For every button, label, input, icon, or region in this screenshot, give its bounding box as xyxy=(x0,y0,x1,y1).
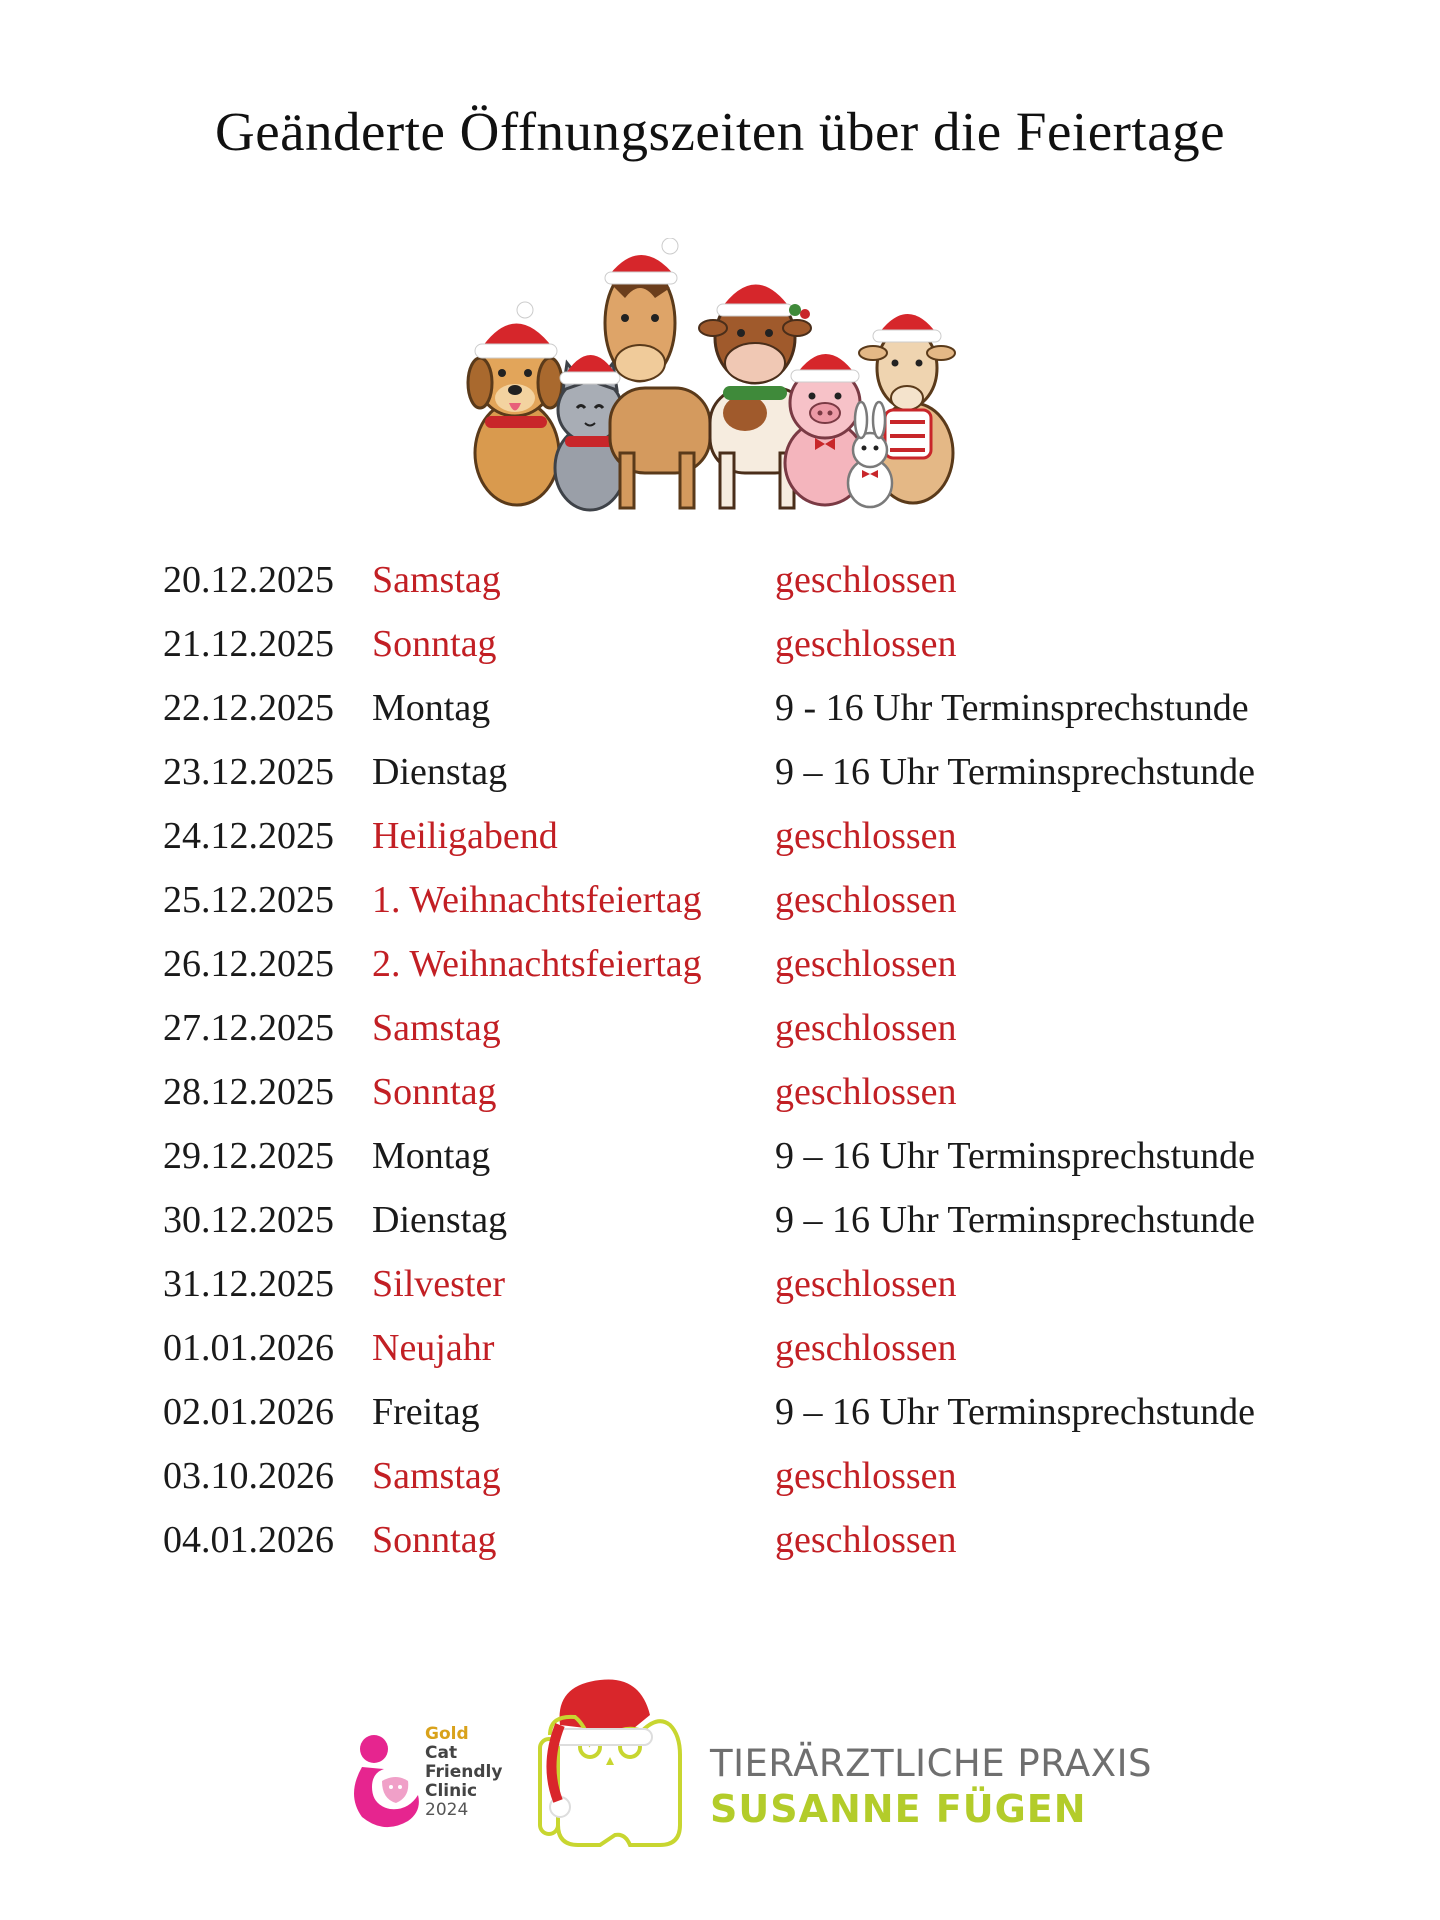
schedule-day: Dienstag xyxy=(372,751,508,793)
badge-line-friendly: Friendly xyxy=(425,1762,503,1782)
schedule-day: Samstag xyxy=(372,1007,501,1049)
schedule-day: Heiligabend xyxy=(372,815,558,857)
schedule-date: 21.12.2025 xyxy=(163,623,334,665)
schedule-status: geschlossen xyxy=(775,1263,957,1305)
schedule-row xyxy=(163,932,1313,996)
schedule-status: geschlossen xyxy=(775,1071,957,1113)
schedule-row xyxy=(163,676,1313,740)
schedule-day: Montag xyxy=(372,687,491,729)
schedule-date: 22.12.2025 xyxy=(163,687,334,729)
schedule-status: geschlossen xyxy=(775,943,957,985)
schedule-row xyxy=(163,868,1313,932)
schedule-status: geschlossen xyxy=(775,623,957,665)
schedule-status: geschlossen xyxy=(775,1519,957,1561)
schedule-row xyxy=(163,1252,1313,1316)
schedule-row xyxy=(163,1124,1313,1188)
schedule-day: Neujahr xyxy=(372,1327,495,1369)
schedule-status: 9 – 16 Uhr Terminsprechstunde xyxy=(775,1199,1255,1241)
schedule-status: 9 – 16 Uhr Terminsprechstunde xyxy=(775,1391,1255,1433)
schedule-day: Freitag xyxy=(372,1391,480,1433)
schedule-row xyxy=(163,612,1313,676)
schedule-status: geschlossen xyxy=(775,1007,957,1049)
badge-line-gold: Gold xyxy=(425,1724,469,1744)
schedule-row xyxy=(163,996,1313,1060)
holiday-schedule xyxy=(163,548,1313,1572)
schedule-date: 31.12.2025 xyxy=(163,1263,334,1305)
schedule-day: Sonntag xyxy=(372,623,497,665)
clinic-name: TIERÄRZTLICHE PRAXIS xyxy=(710,1742,1152,1785)
schedule-date: 30.12.2025 xyxy=(163,1199,334,1241)
schedule-row xyxy=(163,1380,1313,1444)
badge-line-cat: Cat xyxy=(425,1743,458,1763)
schedule-day: Silvester xyxy=(372,1263,505,1305)
bunny-icon xyxy=(848,402,892,507)
dog-icon xyxy=(468,302,562,505)
schedule-date: 26.12.2025 xyxy=(163,943,334,985)
schedule-status: geschlossen xyxy=(775,1327,957,1369)
santa-hat-owl-logo-icon xyxy=(530,1655,700,1850)
schedule-day: 2. Weihnachtsfeiertag xyxy=(372,943,702,985)
schedule-row xyxy=(163,548,1313,612)
schedule-date: 02.01.2026 xyxy=(163,1391,334,1433)
schedule-status: geschlossen xyxy=(775,879,957,921)
schedule-date: 27.12.2025 xyxy=(163,1007,334,1049)
schedule-date: 01.01.2026 xyxy=(163,1327,334,1369)
schedule-status: 9 - 16 Uhr Terminsprechstunde xyxy=(775,687,1249,729)
schedule-date: 24.12.2025 xyxy=(163,815,334,857)
schedule-status: geschlossen xyxy=(775,559,957,601)
schedule-day: Samstag xyxy=(372,559,501,601)
schedule-status: 9 – 16 Uhr Terminsprechstunde xyxy=(775,1135,1255,1177)
schedule-row xyxy=(163,740,1313,804)
schedule-date: 03.10.2026 xyxy=(163,1455,334,1497)
schedule-date: 25.12.2025 xyxy=(163,879,334,921)
schedule-status: geschlossen xyxy=(775,815,957,857)
page-title: Geänderte Öffnungszeiten über die Feiertage xyxy=(214,101,1226,162)
schedule-day: Montag xyxy=(372,1135,491,1177)
schedule-row xyxy=(163,1316,1313,1380)
schedule-date: 28.12.2025 xyxy=(163,1071,334,1113)
badge-line-year: 2024 xyxy=(425,1800,469,1820)
clinic-owner: SUSANNE FÜGEN xyxy=(710,1787,1087,1831)
schedule-day: Samstag xyxy=(372,1455,501,1497)
schedule-row xyxy=(163,1508,1313,1572)
badge-line-clinic: Clinic xyxy=(425,1781,478,1801)
schedule-status: 9 – 16 Uhr Terminsprechstunde xyxy=(775,751,1255,793)
schedule-row xyxy=(163,1444,1313,1508)
schedule-row xyxy=(163,1060,1313,1124)
schedule-row xyxy=(163,1188,1313,1252)
schedule-day: Sonntag xyxy=(372,1071,497,1113)
schedule-day: 1. Weihnachtsfeiertag xyxy=(372,879,702,921)
schedule-date: 20.12.2025 xyxy=(163,559,334,601)
schedule-row xyxy=(163,804,1313,868)
schedule-day: Dienstag xyxy=(372,1199,508,1241)
schedule-date: 29.12.2025 xyxy=(163,1135,334,1177)
schedule-date: 04.01.2026 xyxy=(163,1519,334,1561)
cat-friendly-clinic-icon xyxy=(350,1725,425,1835)
schedule-date: 23.12.2025 xyxy=(163,751,334,793)
christmas-animals-illustration xyxy=(455,238,990,513)
schedule-status: geschlossen xyxy=(775,1455,957,1497)
schedule-day: Sonntag xyxy=(372,1519,497,1561)
horse-icon xyxy=(605,238,710,508)
cat-friendly-clinic-badge xyxy=(350,1725,520,1840)
